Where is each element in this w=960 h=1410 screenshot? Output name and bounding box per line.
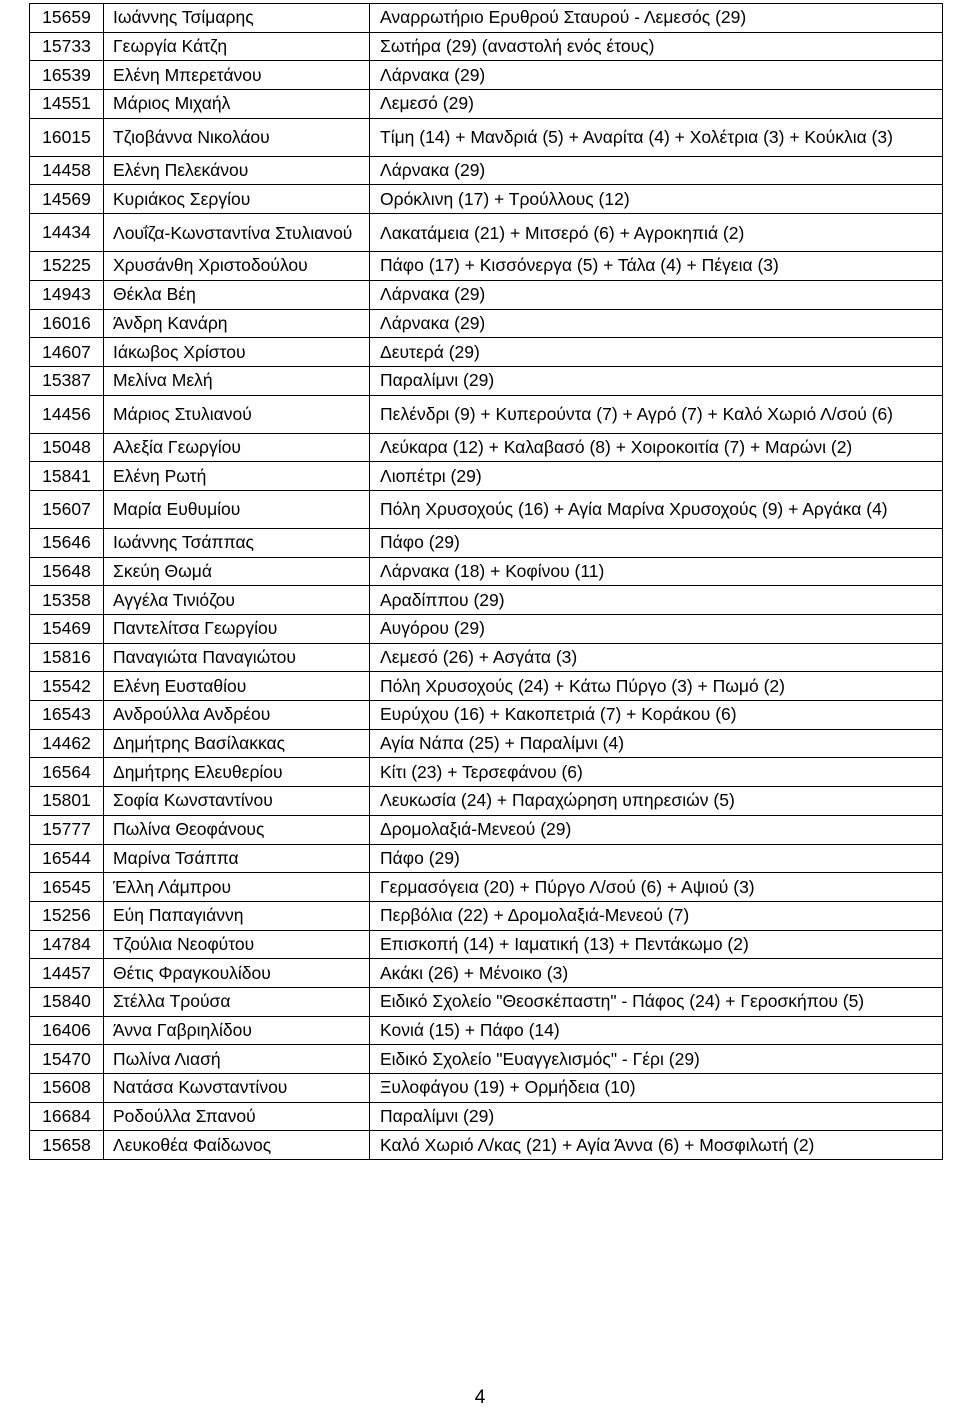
cell-id: 14551 xyxy=(30,90,104,119)
cell-location: Λάρνακα (29) xyxy=(370,280,943,309)
cell-name: Ελένη Μπερετάνου xyxy=(104,61,370,90)
cell-name: Λουΐζα-Κωνσταντίνα Στυλιανού xyxy=(104,214,370,252)
cell-id: 14943 xyxy=(30,280,104,309)
cell-id: 14434 xyxy=(30,214,104,252)
cell-name: Εύη Παπαγιάννη xyxy=(104,901,370,930)
cell-location: Λεύκαρα (12) + Καλαβασό (8) + Χοιροκοιτία (7) + Μαρώνι (2) xyxy=(370,433,943,462)
cell-id: 16544 xyxy=(30,844,104,873)
table-row xyxy=(30,643,943,672)
cell-name: Παναγιώτα Παναγιώτου xyxy=(104,643,370,672)
cell-id: 14457 xyxy=(30,959,104,988)
cell-name: Παντελίτσα Γεωργίου xyxy=(104,615,370,644)
cell-name: Κυριάκος Σεργίου xyxy=(104,185,370,214)
table-row xyxy=(30,1074,943,1103)
table-row xyxy=(30,490,943,528)
table-row xyxy=(30,214,943,252)
table-row xyxy=(30,672,943,701)
cell-location: Αραδίππου (29) xyxy=(370,586,943,615)
table-row xyxy=(30,987,943,1016)
cell-name: Ροδούλλα Σπανού xyxy=(104,1102,370,1131)
cell-id: 15358 xyxy=(30,586,104,615)
cell-location: Πόλη Χρυσοχούς (16) + Αγία Μαρίνα Χρυσοχούς (9) + Αργάκα (4) xyxy=(370,490,943,528)
cell-name: Θέτις Φραγκουλίδου xyxy=(104,959,370,988)
cell-location: Ορόκλινη (17) + Τρούλλους (12) xyxy=(370,185,943,214)
table-row xyxy=(30,959,943,988)
cell-name: Τζιοβάννα Νικολάου xyxy=(104,118,370,156)
cell-location: Δευτερά (29) xyxy=(370,338,943,367)
cell-location: Λεμεσό (26) + Ασγάτα (3) xyxy=(370,643,943,672)
cell-location: Λάρνακα (29) xyxy=(370,309,943,338)
cell-name: Γεωργία Κάτζη xyxy=(104,32,370,61)
table-row xyxy=(30,4,943,33)
table-row xyxy=(30,395,943,433)
cell-id: 16684 xyxy=(30,1102,104,1131)
cell-location: Λιοπέτρι (29) xyxy=(370,462,943,491)
cell-name: Αγγέλα Τινιόζου xyxy=(104,586,370,615)
cell-location: Αναρρωτήριο Ερυθρού Σταυρού - Λεμεσός (29) xyxy=(370,4,943,33)
cell-id: 16015 xyxy=(30,118,104,156)
cell-location: Πάφο (29) xyxy=(370,528,943,557)
cell-location: Παραλίμνι (29) xyxy=(370,1102,943,1131)
cell-name: Ιωάννης Τσάππας xyxy=(104,528,370,557)
cell-name: Μελίνα Μελή xyxy=(104,366,370,395)
cell-name: Μάριος Μιχαήλ xyxy=(104,90,370,119)
cell-location: Επισκοπή (14) + Ιαματική (13) + Πεντάκωμο (2) xyxy=(370,930,943,959)
cell-name: Ελένη Ρωτή xyxy=(104,462,370,491)
cell-name: Τζούλια Νεοφύτου xyxy=(104,930,370,959)
cell-location: Δρομολαξιά-Μενεού (29) xyxy=(370,815,943,844)
cell-name: Δημήτρης Ελευθερίου xyxy=(104,758,370,787)
cell-id: 15659 xyxy=(30,4,104,33)
table-row xyxy=(30,1131,943,1160)
cell-location: Πόλη Χρυσοχούς (24) + Κάτω Πύργο (3) + Πωμό (2) xyxy=(370,672,943,701)
cell-id: 14462 xyxy=(30,729,104,758)
cell-name: Μαρία Ευθυμίου xyxy=(104,490,370,528)
cell-name: Σκεύη Θωμά xyxy=(104,557,370,586)
cell-name: Ιάκωβος Χρίστου xyxy=(104,338,370,367)
table-row xyxy=(30,185,943,214)
cell-location: Καλό Χωριό Λ/κας (21) + Αγία Άννα (6) + Μοσφιλωτή (2) xyxy=(370,1131,943,1160)
cell-id: 15608 xyxy=(30,1074,104,1103)
cell-location: Σωτήρα (29) (αναστολή ενός έτους) xyxy=(370,32,943,61)
cell-name: Θέκλα Βέη xyxy=(104,280,370,309)
table-row xyxy=(30,252,943,281)
cell-name: Ιωάννης Τσίμαρης xyxy=(104,4,370,33)
cell-id: 14569 xyxy=(30,185,104,214)
table-row xyxy=(30,901,943,930)
cell-location: Λάρνακα (18) + Κοφίνου (11) xyxy=(370,557,943,586)
table-row xyxy=(30,366,943,395)
cell-id: 15841 xyxy=(30,462,104,491)
cell-id: 15648 xyxy=(30,557,104,586)
cell-location: Λάρνακα (29) xyxy=(370,61,943,90)
cell-id: 16016 xyxy=(30,309,104,338)
cell-name: Ανδρούλλα Ανδρέου xyxy=(104,701,370,730)
cell-id: 16539 xyxy=(30,61,104,90)
table-row xyxy=(30,1102,943,1131)
table-row xyxy=(30,873,943,902)
cell-name: Πωλίνα Θεοφάνους xyxy=(104,815,370,844)
cell-location: Γερμασόγεια (20) + Πύργο Λ/σού (6) + Αψιού (3) xyxy=(370,873,943,902)
table-row xyxy=(30,1045,943,1074)
cell-id: 16406 xyxy=(30,1016,104,1045)
cell-id: 16543 xyxy=(30,701,104,730)
cell-location: Πάφο (17) + Κισσόνεργα (5) + Τάλα (4) + Πέγεια (3) xyxy=(370,252,943,281)
cell-id: 15658 xyxy=(30,1131,104,1160)
cell-name: Πωλίνα Λιασή xyxy=(104,1045,370,1074)
table-row xyxy=(30,61,943,90)
cell-id: 14458 xyxy=(30,156,104,185)
cell-location: Πελένδρι (9) + Κυπερούντα (7) + Αγρό (7) + Καλό Χωριό Λ/σού (6) xyxy=(370,395,943,433)
cell-id: 15733 xyxy=(30,32,104,61)
cell-id: 15225 xyxy=(30,252,104,281)
cell-id: 16545 xyxy=(30,873,104,902)
placements-table xyxy=(29,3,943,1160)
cell-location: Ευρύχου (16) + Κακοπετριά (7) + Κοράκου (6) xyxy=(370,701,943,730)
cell-id: 15816 xyxy=(30,643,104,672)
cell-location: Λευκωσία (24) + Παραχώρηση υπηρεσιών (5) xyxy=(370,787,943,816)
cell-id: 14607 xyxy=(30,338,104,367)
table-row xyxy=(30,90,943,119)
cell-name: Ελένη Ευσταθίου xyxy=(104,672,370,701)
cell-name: Νατάσα Κωνσταντίνου xyxy=(104,1074,370,1103)
table-row xyxy=(30,930,943,959)
cell-location: Ειδικό Σχολείο "Θεοσκέπαστη" - Πάφος (24) + Γεροσκήπου (5) xyxy=(370,987,943,1016)
table-row xyxy=(30,787,943,816)
cell-name: Άνδρη Κανάρη xyxy=(104,309,370,338)
cell-name: Χρυσάνθη Χριστοδούλου xyxy=(104,252,370,281)
cell-name: Έλλη Λάμπρου xyxy=(104,873,370,902)
cell-id: 15542 xyxy=(30,672,104,701)
cell-location: Λακατάμεια (21) + Μιτσερό (6) + Αγροκηπιά (2) xyxy=(370,214,943,252)
table-row xyxy=(30,844,943,873)
cell-id: 14784 xyxy=(30,930,104,959)
cell-id: 16564 xyxy=(30,758,104,787)
table-row xyxy=(30,557,943,586)
cell-name: Σοφία Κωνσταντίνου xyxy=(104,787,370,816)
table-row xyxy=(30,338,943,367)
cell-location: Πάφο (29) xyxy=(370,844,943,873)
cell-id: 15048 xyxy=(30,433,104,462)
page-number: 4 xyxy=(474,1387,486,1408)
cell-id: 15777 xyxy=(30,815,104,844)
table-row xyxy=(30,309,943,338)
cell-id: 14456 xyxy=(30,395,104,433)
cell-location: Κονιά (15) + Πάφο (14) xyxy=(370,1016,943,1045)
table-row xyxy=(30,433,943,462)
cell-name: Αλεξία Γεωργίου xyxy=(104,433,370,462)
table-row xyxy=(30,118,943,156)
cell-id: 15801 xyxy=(30,787,104,816)
cell-location: Παραλίμνι (29) xyxy=(370,366,943,395)
cell-location: Ειδικό Σχολείο "Ευαγγελισμός" - Γέρι (29) xyxy=(370,1045,943,1074)
cell-id: 15469 xyxy=(30,615,104,644)
cell-name: Μάριος Στυλιανού xyxy=(104,395,370,433)
table-row xyxy=(30,528,943,557)
table-row xyxy=(30,156,943,185)
cell-location: Αγία Νάπα (25) + Παραλίμνι (4) xyxy=(370,729,943,758)
cell-name: Δημήτρης Βασίλακκας xyxy=(104,729,370,758)
table-row xyxy=(30,815,943,844)
cell-location: Λάρνακα (29) xyxy=(370,156,943,185)
table-row xyxy=(30,615,943,644)
cell-id: 15607 xyxy=(30,490,104,528)
cell-name: Στέλλα Τρούσα xyxy=(104,987,370,1016)
cell-name: Μαρίνα Τσάππα xyxy=(104,844,370,873)
cell-id: 15387 xyxy=(30,366,104,395)
cell-name: Άννα Γαβριηλίδου xyxy=(104,1016,370,1045)
cell-location: Ξυλοφάγου (19) + Ορμήδεια (10) xyxy=(370,1074,943,1103)
table-row xyxy=(30,462,943,491)
cell-location: Ακάκι (26) + Μένοικο (3) xyxy=(370,959,943,988)
cell-location: Περβόλια (22) + Δρομολαξιά-Μενεού (7) xyxy=(370,901,943,930)
table-row xyxy=(30,758,943,787)
table-row xyxy=(30,701,943,730)
placements-table-body xyxy=(30,4,943,1160)
cell-id: 15646 xyxy=(30,528,104,557)
cell-id: 15840 xyxy=(30,987,104,1016)
cell-name: Λευκοθέα Φαίδωνος xyxy=(104,1131,370,1160)
cell-location: Λεμεσό (29) xyxy=(370,90,943,119)
cell-id: 15470 xyxy=(30,1045,104,1074)
table-row xyxy=(30,586,943,615)
cell-id: 15256 xyxy=(30,901,104,930)
table-row xyxy=(30,32,943,61)
cell-location: Αυγόρου (29) xyxy=(370,615,943,644)
cell-location: Κίτι (23) + Τερσεφάνου (6) xyxy=(370,758,943,787)
table-row xyxy=(30,1016,943,1045)
cell-name: Ελένη Πελεκάνου xyxy=(104,156,370,185)
cell-location: Τίμη (14) + Μανδριά (5) + Αναρίτα (4) + Χολέτρια (3) + Κούκλια (3) xyxy=(370,118,943,156)
table-row xyxy=(30,280,943,309)
table-row xyxy=(30,729,943,758)
